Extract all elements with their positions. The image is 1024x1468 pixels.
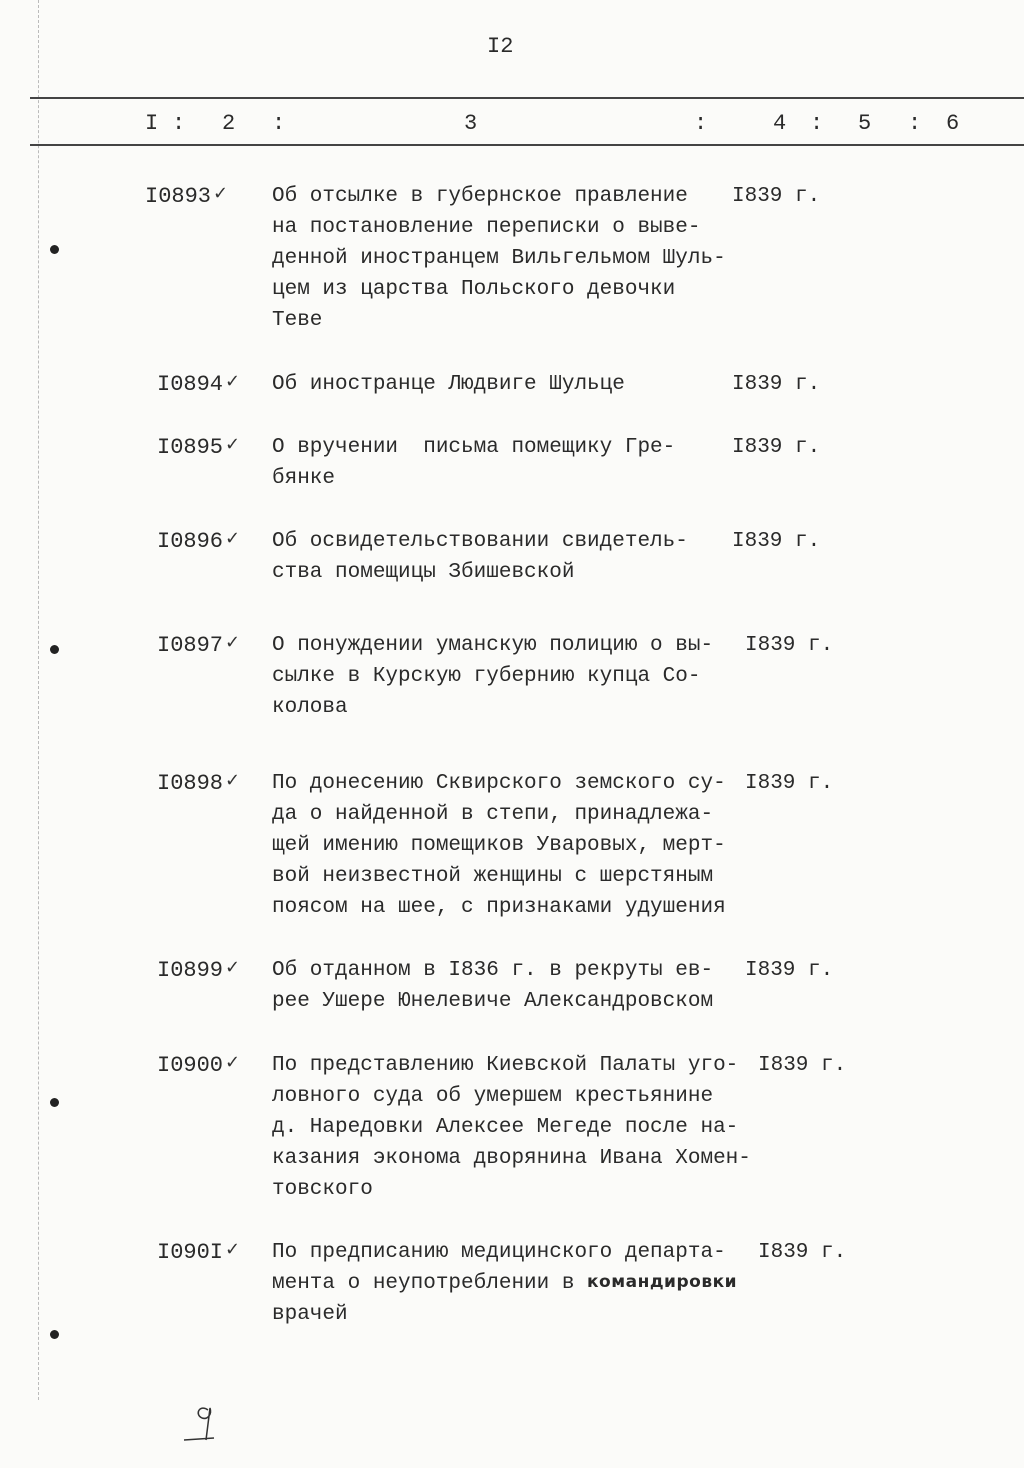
checkmark-icon: ✓: [213, 183, 229, 204]
entry-text-line: бянке: [272, 467, 336, 490]
entry-number: I0896: [157, 529, 224, 554]
entry-year: I839 г.: [732, 436, 821, 459]
column-label: 6: [946, 111, 960, 136]
entry-text-line: поясом на шее, с признаками удушения: [272, 896, 726, 919]
checkmark-icon: ✓: [225, 434, 241, 455]
entry-text-line: По донесению Сквирского земского су-: [272, 772, 726, 795]
entry-year: I839 г.: [732, 185, 821, 208]
entry-number: I0899: [157, 958, 224, 983]
entry-text-line: на постановление переписки о выве-: [272, 216, 701, 239]
entry-text-line: товского: [272, 1178, 373, 1201]
entry-text-line: По представлению Киевской Палаты уго-: [272, 1054, 739, 1077]
entry-text-line: О вручении письма помещику Гре-: [272, 436, 676, 459]
checkmark-icon: ✓: [225, 770, 241, 791]
entry-text-line: щей имению помещиков Уваровых, мерт-: [272, 834, 726, 857]
entry-text-line: вой неизвестной женщины с шерстяным: [272, 865, 714, 888]
entry-text-line: цем из царства Польского девочки: [272, 278, 676, 301]
entry-number: I0893: [145, 184, 212, 209]
punch-hole: [50, 245, 59, 254]
entry-text-line: Теве: [272, 309, 323, 332]
punch-hole: [50, 1330, 59, 1339]
checkmark-icon: ✓: [225, 632, 241, 653]
checkmark-icon: ✓: [225, 1239, 241, 1260]
entry-number: I0898: [157, 771, 224, 796]
entry-text-line: мента о неупотреблении в: [272, 1272, 588, 1295]
column-label: I: [145, 111, 159, 136]
entry-text-line: ства помещицы Збишевской: [272, 561, 575, 584]
handwritten-insertion: командировки: [587, 1272, 738, 1292]
checkmark-icon: ✓: [225, 957, 241, 978]
entry-text-line: О понуждении уманскую полицию о вы-: [272, 634, 714, 657]
column-label: 4: [773, 111, 787, 136]
page-number: I2: [487, 34, 514, 59]
punch-hole: [50, 645, 59, 654]
column-label: 5: [858, 111, 872, 136]
entry-number: I0897: [157, 633, 224, 658]
entry-text-line: Об иностранце Людвиге Шульце: [272, 373, 625, 396]
checkmark-icon: ✓: [225, 371, 241, 392]
column-separator: :: [172, 111, 186, 136]
entry-year: I839 г.: [732, 530, 821, 553]
entry-year: I839 г.: [745, 772, 834, 795]
entry-text-line: Об освидетельствовании свидетель-: [272, 530, 688, 553]
entry-text-line: колова: [272, 696, 348, 719]
checkmark-icon: ✓: [225, 528, 241, 549]
entry-year: I839 г.: [745, 634, 834, 657]
entry-text-line: Об отданном в I836 г. в рекруты ев-: [272, 959, 714, 982]
entry-year: I839 г.: [758, 1054, 847, 1077]
entry-number: I090I: [157, 1240, 224, 1265]
checkmark-icon: ✓: [225, 1052, 241, 1073]
column-label: 2: [222, 111, 236, 136]
entry-text-line: сылке в Курскую губернию купца Со-: [272, 665, 701, 688]
entry-text-line: врачей: [272, 1303, 348, 1326]
entry-text-line: казания эконома дворянина Ивана Хомен-: [272, 1147, 751, 1170]
entry-text-line: денной иностранцем Вильгельмом Шуль-: [272, 247, 726, 270]
column-separator: :: [908, 111, 922, 136]
entry-number: I0895: [157, 435, 224, 460]
entry-year: I839 г.: [745, 959, 834, 982]
column-separator: :: [272, 111, 286, 136]
entry-text-line: По предписанию медицинского департа-: [272, 1241, 726, 1264]
punch-hole: [50, 1098, 59, 1107]
entry-text-line: Об отсылке в губернское правление: [272, 185, 688, 208]
column-label: 3: [464, 111, 478, 136]
entry-text-line: рее Ушере Юнелевиче Александровском: [272, 990, 714, 1013]
column-separator: :: [694, 111, 708, 136]
column-separator: :: [810, 111, 824, 136]
header-bottom-rule: [30, 144, 1024, 146]
entry-year: I839 г.: [732, 373, 821, 396]
entry-year: I839 г.: [758, 1241, 847, 1264]
header-top-rule: [30, 97, 1024, 99]
signature-mark: [180, 1390, 240, 1450]
entry-text-line: д. Наредовки Алексее Мегеде после на-: [272, 1116, 739, 1139]
margin-line: [38, 0, 39, 1400]
entry-text-line: да о найденной в степи, принадлежа-: [272, 803, 714, 826]
entry-text-line: ловного суда об умершем крестьянине: [272, 1085, 714, 1108]
entry-number: I0900: [157, 1053, 224, 1078]
entry-number: I0894: [157, 372, 224, 397]
